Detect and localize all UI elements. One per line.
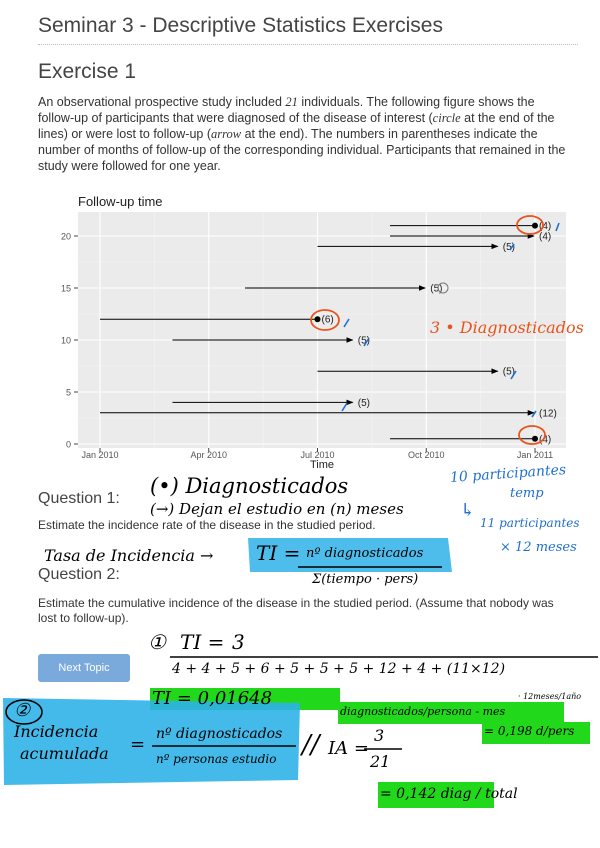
gray-circle-mark [438, 283, 448, 293]
ia-numerator: nº diagnosticados [156, 726, 283, 742]
y-tick-label: 10 [60, 335, 71, 346]
x-tick-label: Jul 2010 [300, 450, 335, 460]
exercise-title: Exercise 1 [38, 60, 137, 83]
answer-1-denominator: 4 + 4 + 5 + 6 + 5 + 5 + 5 + 12 + 4 + (11×12) [172, 661, 506, 677]
x-axis-label: Time [309, 459, 335, 471]
answer-2-mark: ② [14, 700, 31, 721]
months-label: (4) [539, 231, 552, 243]
ti-formula-lhs: TI = [256, 541, 301, 565]
participants-note: 10 participantes [449, 461, 567, 487]
check-mark [556, 223, 559, 231]
result-1-unit: diagnosticados/persona - mes [340, 705, 506, 718]
intro-text-4: at the end). The numbers in parentheses indicate the number of months of follow-up of the corresponding individual. Participants that remained in the study were followed for one year. [38, 127, 566, 173]
ia-result-value: = 0,142 diag / total [380, 786, 518, 802]
y-tick-label: 20 [60, 231, 71, 242]
y-tick-label: 0 [65, 439, 71, 450]
x-tick-label: Oct 2010 [407, 450, 445, 460]
result-2-value: = 0,198 d/pers [484, 724, 575, 738]
check-mark [344, 319, 349, 327]
arrow-symbol: ↳ [460, 500, 476, 521]
result-1-value: TI = 0,01648 [152, 688, 273, 709]
result-multiplier: · 12meses/1año [518, 692, 582, 701]
months-label: (4) [539, 434, 552, 446]
ia-result-denominator: 21 [370, 752, 391, 771]
ia-result-lhs: IA = [328, 738, 369, 759]
check-mark [532, 411, 536, 417]
ti-formula-numerator: nº diagnosticados [306, 546, 424, 561]
chart-title: Follow-up time [78, 194, 163, 209]
ia-result-numerator: 3 [374, 726, 385, 745]
answer-1-numerator: 3 [232, 630, 245, 654]
diagnosed-count-note: 3 • Diagnosticados [430, 318, 584, 337]
intro-circle: circle [432, 111, 461, 125]
months-label: (5) [430, 283, 443, 295]
answer-1-lhs: TI = [180, 630, 225, 654]
y-tick-label: 15 [60, 283, 71, 294]
intro-text-3: at the end of the lines) or were lost to follow-up ( [38, 111, 555, 141]
x-tick-label: Jan 2011 [516, 450, 554, 460]
ia-label-line-1: Incidencia [14, 722, 99, 741]
ti-formula-denominator: Σ(tiempo · pers) [312, 572, 419, 587]
months-label: (5) [502, 366, 515, 378]
question-1-text: Estimate the incidence rate of the disease in the studied period. [38, 518, 376, 532]
separator-slashes: // [302, 730, 320, 760]
question-2-text: Estimate the cumulative incidence of the disease in the studied period. (Assume that nobody was lost to follow-up). [38, 596, 554, 625]
participants-11-note: 11 participantes [480, 516, 580, 530]
months-label: (4) [539, 221, 552, 233]
check-mark [510, 244, 514, 250]
months-label: (6) [321, 314, 334, 326]
orange-circle [519, 426, 545, 444]
ia-label-line-2: acumulada [20, 744, 109, 763]
legend-circle-note: (•) Diagnosticados [150, 474, 349, 498]
question-2-heading: Question 2: [38, 566, 120, 583]
intro-text-2: individuals. The following figure shows the follow-up of participants that were diagnosed of the disease of interest ( [38, 95, 535, 125]
orange-circle [517, 216, 543, 234]
ia-equals: = [130, 734, 146, 755]
intro-n: 21 [285, 95, 298, 109]
answer-1-mark: ① [148, 630, 166, 654]
months-label: (5) [357, 397, 370, 409]
check-mark [511, 371, 516, 379]
tasa-incidencia-label: Tasa de Incidencia → [44, 546, 214, 565]
months-label: (5) [357, 335, 370, 347]
intro-text-1: An observational prospective study included [38, 95, 286, 109]
y-tick-label: 5 [65, 387, 71, 398]
orange-circle [311, 310, 339, 330]
legend-arrow-note: (→) Dejan el estudio en (n) meses [150, 500, 404, 518]
question-1-heading: Question 1: [38, 490, 120, 507]
intro-arrow: arrow [210, 127, 242, 141]
x-tick-label: Apr 2010 [190, 450, 228, 460]
page-title: Seminar 3 - Descriptive Statistics Exercises [38, 14, 443, 37]
months-label: (12) [539, 408, 557, 420]
check-mark [342, 403, 347, 411]
check-mark [364, 338, 369, 346]
months-12-note: × 12 meses [500, 540, 577, 555]
ia-denominator: nº personas estudio [156, 752, 277, 766]
months-label: (5) [502, 241, 515, 253]
next-topic-button[interactable]: Next Topic [38, 654, 130, 682]
temp-note: temp [510, 486, 544, 501]
x-tick-label: Jan 2010 [81, 450, 119, 460]
